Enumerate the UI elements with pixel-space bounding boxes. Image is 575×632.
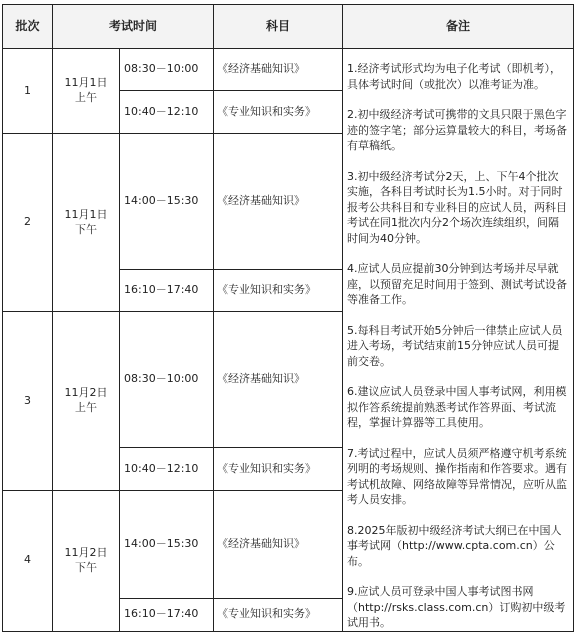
exam-date-period: 上午: [75, 401, 97, 415]
table-row: [3, 49, 574, 91]
exam-date-period: 下午: [75, 222, 97, 236]
batch-number: 3: [3, 312, 53, 491]
note-item: 2.初中级经济考试可携带的文具只限于黑色字迹的签字笔；部分运算量较大的科目，考场备有草稿纸。: [347, 108, 568, 152]
session-time: 14:00－15:30: [120, 134, 214, 270]
header-batch: 批次: [3, 5, 53, 49]
note-item: 8.2025年版初中级经济考试大纲已在中国人事考试网（http://www.cpta.com.cn）公布。: [347, 523, 562, 568]
session-subject: 《专业知识和实务》: [214, 448, 343, 491]
session-subject: 《经济基础知识》: [214, 491, 343, 598]
header-exam-time: 考试时间: [53, 5, 214, 49]
notes-cell: [343, 49, 574, 632]
exam-date: [53, 312, 120, 491]
session-time: 10:40－12:10: [120, 91, 214, 134]
session-subject: 《经济基础知识》: [214, 134, 343, 270]
session-subject: 《经济基础知识》: [214, 49, 343, 91]
note-item: 6.建议应试人员登录中国人事考试网，利用模拟作答系统提前熟悉考试作答界面、考试流程，掌握计算器等工具使用。: [347, 385, 567, 429]
note-item: 1.经济考试形式均为电子化考试（即机考），具体考试时间（或批次）以准考证为准。: [347, 62, 562, 91]
session-time: 10:40－12:10: [120, 448, 214, 491]
session-time: 08:30－10:00: [120, 312, 214, 448]
header-notes: 备注: [343, 5, 574, 49]
exam-date: [53, 49, 120, 134]
session-subject: 《专业知识和实务》: [214, 270, 343, 312]
exam-date-period: 上午: [75, 91, 97, 104]
note-item: 4.应试人员应提前30分钟到达考场并尽早就座，以预留充足时间用于签到、测试考试设备等准备工作。: [347, 262, 568, 306]
note-item: 9.应试人员可登录中国人事考试图书网（http://rsks.class.com.cn）订购初中级考试用书。: [347, 585, 566, 629]
header-subject: 科目: [214, 5, 343, 49]
note-item: 5.每科目考试开始5分钟后一律禁止应试人员进入考场，考试结束前15分钟应试人员可提前交卷。: [347, 323, 563, 368]
exam-date-day: 11月2日: [64, 386, 108, 400]
exam-date: [53, 134, 120, 312]
exam-date-period: 下午: [75, 560, 97, 574]
note-item: 3.初中级经济考试分2天，上、下午4个批次实施，各科目考试时长为1.5小时。对于同时报考公共科目和专业科目的应试人员，两科目考试在同1批次内分2个场次连续组织，间隔时间为40分钟。: [347, 169, 568, 245]
exam-date: [53, 491, 120, 631]
batch-number: 2: [3, 134, 53, 312]
table-header-row: [3, 5, 574, 49]
session-subject: 《专业知识和实务》: [214, 598, 343, 631]
exam-date-day: 11月1日: [64, 76, 108, 90]
exam-date-day: 11月2日: [64, 546, 108, 560]
exam-schedule-table: [2, 4, 574, 632]
batch-number: 4: [3, 491, 53, 631]
exam-date-day: 11月1日: [64, 207, 108, 221]
session-time: 16:10－17:40: [120, 598, 214, 631]
session-time: 16:10－17:40: [120, 270, 214, 312]
session-time: 14:00－15:30: [120, 491, 214, 598]
batch-number: 1: [3, 49, 53, 134]
session-time: 08:30－10:00: [120, 49, 214, 91]
session-subject: 《专业知识和实务》: [214, 91, 343, 134]
session-subject: 《经济基础知识》: [214, 312, 343, 448]
note-item: 7.考试过程中，应试人员须严格遵守机考系统列明的考场规则、操作指南和作答要求。遇有考试机故障、网络故障等异常情况，应听从监考人员安排。: [347, 446, 568, 506]
